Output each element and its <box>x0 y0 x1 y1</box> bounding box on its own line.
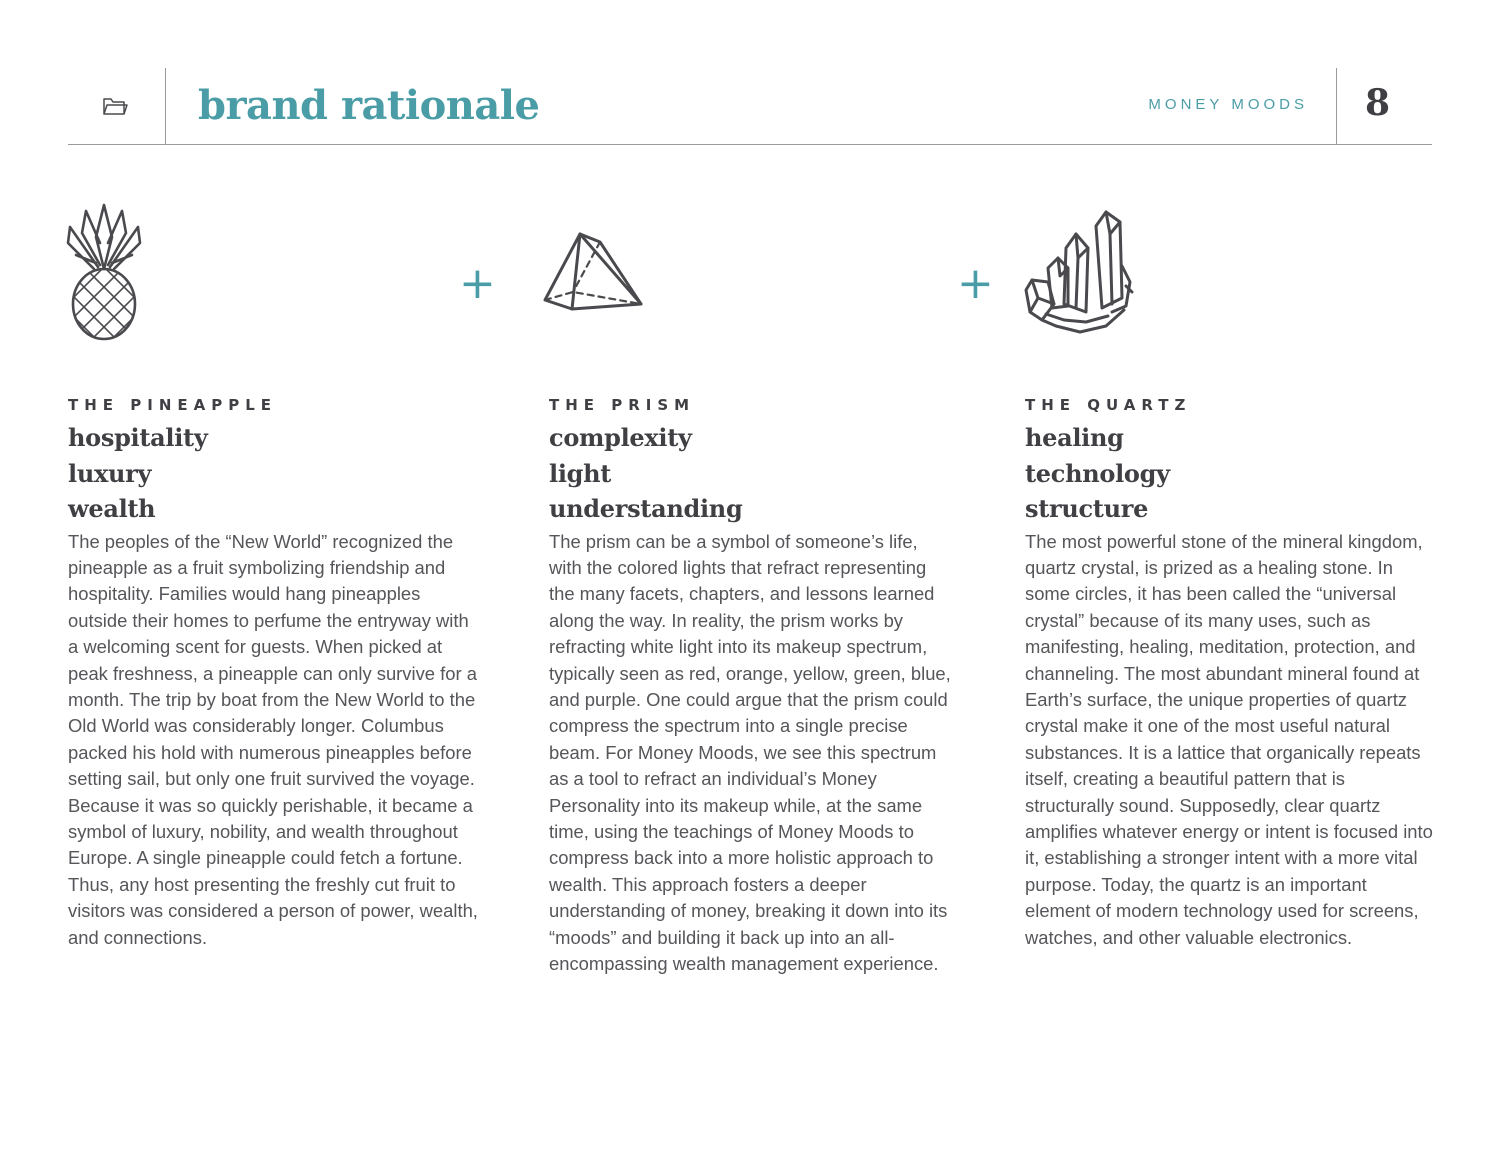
column-quartz <box>1025 396 1435 951</box>
keyword: hospitality <box>68 423 208 452</box>
folder-cell <box>68 68 166 144</box>
column-label: THE QUARTZ <box>1025 396 1192 414</box>
keyword: understanding <box>549 494 743 523</box>
column-label: THE PINEAPPLE <box>68 396 278 414</box>
keyword: light <box>549 458 612 488</box>
column-body: The most powerful stone of the mineral kingdom, quartz crystal, is prized as a healing stone. In some circles, it has been called the “universal crystal” because of its many uses, such as manifesting, healing, meditation, protection, and channeling. The most abundant mineral found at Earth’s surface, the unique properties of quartz crystal make it one of the most useful natural substances. It is a lattice that organically repeats itself, creating a beautiful pattern that is structurally sound. Supposedly, clear quartz amplifies whatever energy or intent is focused into it, establishing a stronger intent with a more vital purpose. Today, the quartz is an important element of modern technology used for screens, watches, and other valuable electronics. <box>1025 530 1433 948</box>
keyword: luxury <box>68 458 152 488</box>
keyword: healing <box>1025 423 1124 452</box>
column-pineapple <box>68 396 478 951</box>
page-header <box>68 68 1432 145</box>
page-title: brand rationale <box>198 82 540 129</box>
column-label: THE PRISM <box>549 396 696 414</box>
pineapple-icon <box>66 203 144 341</box>
keyword: complexity <box>549 423 692 452</box>
folder-icon <box>102 95 128 117</box>
keyword: technology <box>1025 458 1170 488</box>
column-prism <box>549 396 951 977</box>
column-body: The peoples of the “New World” recognized the pineapple as a fruit symbolizing friendship and hospitality. Families would hang pineapples outside their homes to perfume the entryway with a welcoming scent for guests. When picked at peak freshness, a pineapple can only survive for a month. The trip by boat from the New World to the Old World was considerably longer. Columbus packed his hold with numerous pineapples before setting sail, but only one fruit survived the voyage. Because it was so quickly perishable, it became a symbol of luxury, nobility, and wealth throughout Europe. A single pineapple could fetch a fortune. Thus, any host presenting the freshly cut fruit to visitors was considered a person of power, wealth, and connections. <box>68 530 478 948</box>
quartz-crystal-icon <box>1024 208 1136 336</box>
column-body: The prism can be a symbol of someone’s life, with the colored lights that refract representing the many facets, chapters, and lessons learned along the way. In reality, the prism works by refracting white light into its makeup spectrum, typically seen as red, orange, yellow, green, blue, and purple. One could argue that the prism could compress the spectrum into a single precise beam. For Money Moods, we see this spectrum as a tool to refract an individual’s Money Personality into its makeup while, at the same time, using the teachings of Money Moods to compress back into a more holistic approach to wealth. This approach fosters a deeper understanding of money, breaking it down into its “moods” and building it back up into an all-encompassing wealth management experience. <box>549 530 951 974</box>
keyword: structure <box>1025 494 1149 523</box>
keyword: wealth <box>68 494 156 523</box>
prism-icon <box>542 230 646 314</box>
plus-sign-1: + <box>459 258 496 309</box>
brand-name: MONEY MOODS <box>1148 96 1308 113</box>
page-number-cell <box>1336 68 1432 144</box>
page-number: 8 <box>1365 82 1391 124</box>
plus-sign-2: + <box>957 258 994 309</box>
